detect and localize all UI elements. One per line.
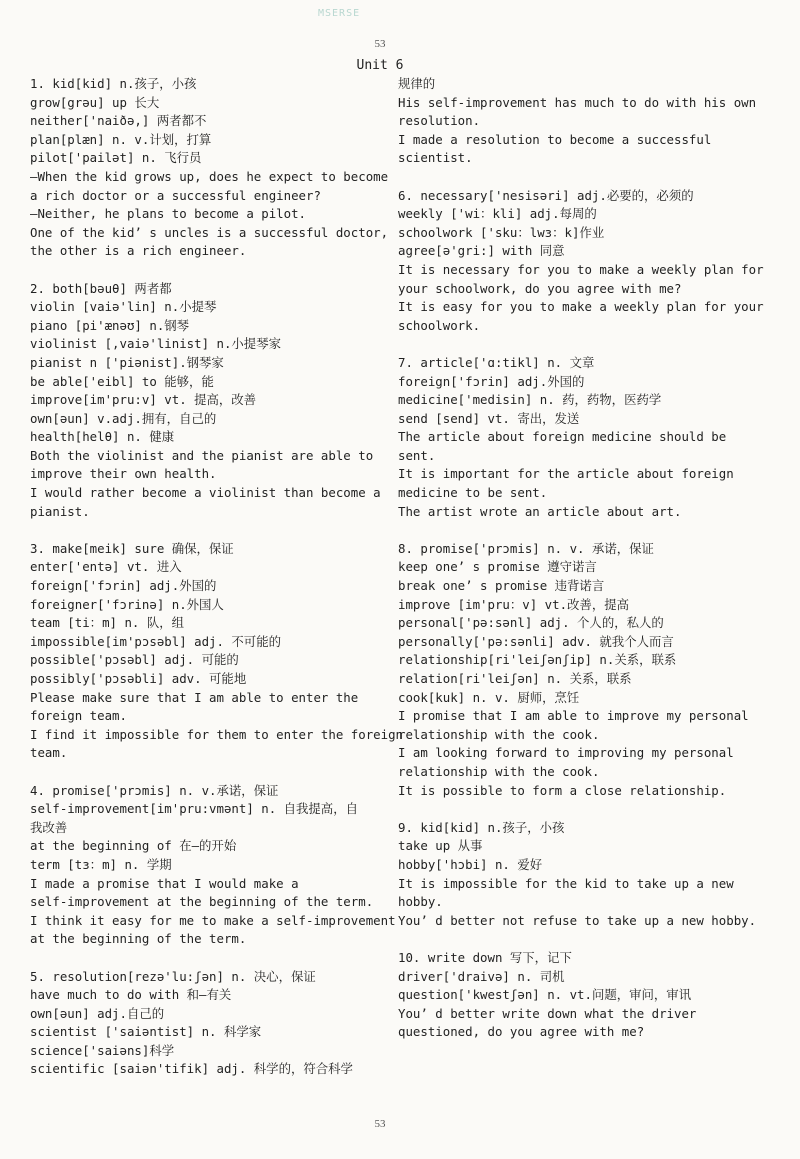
right-column-line: break one’ s promise 违背诺言 (398, 578, 605, 594)
right-column-line: personal['pə:sənl] adj. 个人的，私人的 (398, 615, 664, 631)
page-number-top: 53 (374, 38, 386, 50)
right-column-line: medicine['medisin] n. 药，药物，医药学 (398, 392, 662, 408)
left-column-line: I would rather become a violinist than become a (30, 485, 381, 501)
left-column-line: violinist [,vaiə'linist] n.小提琴家 (30, 336, 281, 352)
right-column-spacer (398, 930, 748, 949)
right-column-line: resolution. (398, 113, 481, 129)
left-column-line: improve their own health. (30, 466, 217, 482)
left-column-line: own[əun] adj.自己的 (30, 1005, 165, 1021)
left-column-line: 1. kid[kid] n.孩子，小孩 (30, 76, 197, 91)
left-column-line: enter['entə] vt. 进入 (30, 559, 182, 575)
left-column-line: health[helθ] n. 健康 (30, 429, 175, 445)
left-column-line: —Neither, he plans to become a pilot. (30, 206, 307, 222)
unit-title: Unit 6 (356, 58, 404, 73)
left-column-spacer (30, 521, 375, 540)
right-column-line: take up 从事 (398, 838, 483, 854)
right-column-line: send [send] vt. 寄出，发送 (398, 410, 580, 426)
right-column-line: questioned, do you agree with me? (398, 1024, 645, 1040)
right-column-line: schoolwork ['sku：lwɜ：k]作业 (398, 224, 605, 240)
left-column-line: team [ti：m] n. 队，组 (30, 615, 184, 631)
right-column-line: driver['draivə] n. 司机 (398, 968, 565, 984)
left-column-line: team. (30, 745, 68, 761)
left-column-line: possibly['pɔsəbli] adv. 可能地 (30, 671, 247, 686)
left-column-line: I find it impossible for them to enter the foreign (30, 726, 403, 742)
left-column-line: 4. promise['prɔmis] n. v.承诺，保证 (30, 782, 279, 798)
right-column-line: keep one’ s promise 遵守诺言 (398, 559, 597, 575)
page-number-bottom: 53 (374, 1118, 386, 1130)
right-column-line: foreign['fɔrin] adj.外国的 (398, 373, 585, 389)
left-column-line: —When the kid grows up, does he expect to become (30, 168, 389, 184)
right-column-spacer (398, 335, 748, 354)
left-column-line: foreigner['fɔrinə] n.外国人 (30, 596, 224, 612)
right-column-line: question['kwestʃən] n. vt.问题，审问，审讯 (398, 987, 692, 1003)
right-column-line: It is necessary for you to make a weekly plan for (398, 261, 764, 277)
left-column-line: piano [pi'ænəʊ] n.钢琴 (30, 317, 190, 333)
right-column-line: agree[ə'gri:] with 同意 (398, 243, 565, 259)
right-column-line: scientist. (398, 150, 473, 166)
right-column-line: His self-improvement has much to do with his own (398, 94, 757, 110)
right-column-line: You’ d better not refuse to take up a new hobby. (398, 912, 757, 928)
right-column-line: 7. article['ɑ:tikl] n. 文章 (398, 354, 595, 370)
right-column-line: 6. necessary['nesisəri] adj.必要的，必须的 (398, 187, 694, 203)
left-column-line: own[əun] v.adj.拥有，自己的 (30, 410, 217, 426)
left-column-line: a rich doctor or a successful engineer? (30, 187, 321, 203)
right-column (398, 75, 764, 1042)
left-column-line: I made a promise that I would make a (30, 875, 299, 891)
left-column-line: self-improvement[im'pru:vmənt] n. 自我提高，自 (30, 801, 358, 817)
left-column-line: One of the kid’ s uncles is a successful doctor, (30, 224, 389, 240)
right-column-line: It is easy for you to make a weekly plan for your (398, 299, 764, 315)
left-column (30, 75, 403, 1079)
left-column-line: grow[grəu] up 长大 (30, 94, 160, 110)
left-column-spacer (30, 763, 375, 782)
left-column-line: Both the violinist and the pianist are able to (30, 447, 374, 463)
left-column-line: term [tɜ：m] n. 学期 (30, 856, 172, 872)
right-column-spacer (398, 800, 748, 819)
left-column-line: be able['eibl] to 能够，能 (30, 373, 214, 389)
right-column-line: your schoolwork, do you agree with me? (398, 280, 682, 296)
right-column-line: relationship[ri'leiʃənʃip] n.关系，联系 (398, 652, 677, 668)
left-column-line: pianist n ['piənist].钢琴家 (30, 354, 224, 370)
left-column-line: plan[plæn] n. v.计划，打算 (30, 131, 212, 147)
left-column-line: 5. resolution[rezə'lu:ʃən] n. 决心，保证 (30, 968, 316, 984)
left-column-line: 3. make[meik] sure 确保，保证 (30, 540, 234, 556)
left-column-line: 我改善 (30, 819, 68, 835)
right-column-spacer (398, 521, 748, 540)
left-column-line: foreign['fɔrin] adj.外国的 (30, 578, 217, 594)
left-column-line: pianist. (30, 503, 90, 519)
left-column-line: the other is a rich engineer. (30, 243, 247, 259)
left-column-line: at the beginning of the term. (30, 931, 247, 947)
left-column-line: improve[im'pru:v] vt. 提高，改善 (30, 392, 257, 408)
left-column-line: impossible[im'pɔsəbl] adj. 不可能的 (30, 633, 281, 649)
right-column-line: cook[kuk] n. v. 厨师，烹饪 (398, 689, 580, 705)
right-column-line: 9. kid[kid] n.孩子，小孩 (398, 819, 565, 835)
left-column-line: I think it easy for me to make a self-improvement (30, 912, 396, 928)
left-column-line: at the beginning of 在—的开始 (30, 838, 237, 854)
left-column-spacer (30, 949, 375, 968)
right-column-line: relationship with the cook. (398, 726, 600, 742)
left-column-line: neither['naiðə,] 两者都不 (30, 113, 207, 129)
left-column-line: possible['pɔsəbl] adj. 可能的 (30, 652, 239, 668)
right-column-line: weekly ['wi：kli] adj.每周的 (398, 206, 597, 222)
right-column-line: medicine to be sent. (398, 485, 548, 501)
right-column-line: hobby. (398, 894, 443, 910)
left-column-line: scientific [saiən'tifik] adj. 科学的，符合科学 (30, 1061, 353, 1077)
right-column-line: The article about foreign medicine should be (398, 429, 727, 445)
right-column-line: It is impossible for the kid to take up a new (398, 875, 734, 891)
right-column-line: hobby['hɔbi] n. 爱好 (398, 856, 543, 872)
right-column-line: I promise that I am able to improve my personal (398, 708, 749, 724)
right-column-line: personally['pə:sənli] adv. 就我个人而言 (398, 633, 674, 649)
left-column-spacer (30, 261, 375, 280)
right-column-line: improve [im'pru：v] vt.改善，提高 (398, 596, 629, 612)
right-column-line: I am looking forward to improving my personal (398, 745, 734, 761)
right-column-line: schoolwork. (398, 317, 481, 333)
left-column-line: 2. both[bəuθ] 两者都 (30, 280, 172, 296)
right-column-line: The artist wrote an article about art. (398, 503, 682, 519)
right-column-line: I made a resolution to become a successful (398, 131, 712, 147)
right-column-line: It is possible to form a close relationship. (398, 782, 727, 798)
left-column-line: science['saiəns]科学 (30, 1042, 175, 1058)
right-column-line: relation[ri'leiʃən] n. 关系，联系 (398, 671, 632, 686)
left-column-line: violin [vaiə'lin] n.小提琴 (30, 299, 217, 315)
right-column-line: relationship with the cook. (398, 763, 600, 779)
left-column-line: have much to do with 和—有关 (30, 987, 232, 1003)
left-column-line: foreign team. (30, 708, 127, 724)
right-column-line: 规律的 (398, 76, 436, 91)
left-column-line: Please make sure that I am able to enter the (30, 689, 359, 705)
right-column-line: 8. promise['prɔmis] n. v. 承诺，保证 (398, 540, 654, 556)
right-column-line: You’ d better write down what the driver (398, 1005, 697, 1021)
ink-smudge: MSERSE (318, 8, 361, 19)
left-column-line: pilot['pailət] n. 飞行员 (30, 150, 202, 166)
right-column-spacer (398, 168, 748, 187)
left-column-line: self-improvement at the beginning of the term. (30, 894, 374, 910)
left-column-line: scientist ['saiəntist] n. 科学家 (30, 1024, 262, 1040)
right-column-line: It is important for the article about foreign (398, 466, 734, 482)
right-column-line: 10. write down 写下，记下 (398, 949, 572, 965)
right-column-line: sent. (398, 447, 436, 463)
